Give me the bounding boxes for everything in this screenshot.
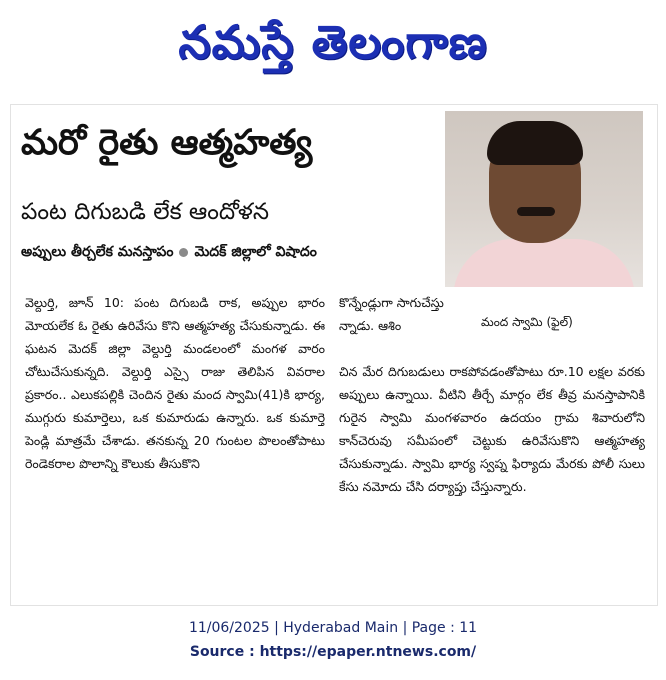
masthead-logo: నమస్తే తెలంగాణ bbox=[178, 15, 488, 69]
footer-edition-line: 11/06/2025 | Hyderabad Main | Page : 11 bbox=[188, 620, 478, 636]
kicker bbox=[21, 241, 446, 263]
portrait-photo bbox=[445, 111, 643, 287]
footer-source-line: Source : https://epaper.ntnews.com/ bbox=[189, 644, 477, 660]
photo-caption: మంద స్వామి (ఫైల్) bbox=[481, 315, 573, 329]
bullet-dot-icon bbox=[179, 248, 188, 257]
body-text-right: చిన మేర దిగుబడులు రాకపోవడంతోపాటు రూ.10 లక్షల వరకు అప్పులు ఉన్నాయి. వీటిని తీర్చే మార్గం లేక తీవ్ర మనస్తాపానికి గురైన స్వామి మంగళవారం ఉదయం గ్రామ శివారులోని కాన్‌చెరువు సమీపంలో చెట్టుకు ఉరివేసుకొని ఆత్మహత్య చేసుకున్నాడు. స్వామి భార్య స్వప్న ఫిర్యాదు మేరకు పోలీ సులు కేసు నమోదు చేసి దర్యాప్తు చేస్తున్నారు. bbox=[339, 364, 645, 494]
portrait-shirt bbox=[453, 239, 635, 287]
body-text-right-top: కొన్నేండ్లుగా సాగుచేస్తు న్నాడు. ఆశిం bbox=[339, 295, 444, 333]
subheadline: పంట దిగుబడి లేక ఆందోళన bbox=[21, 199, 270, 225]
masthead bbox=[0, 0, 666, 96]
article-body-right-top bbox=[339, 291, 469, 337]
news-clipping bbox=[10, 104, 658, 606]
portrait-moustache bbox=[517, 207, 555, 216]
body-text-left: వెల్దుర్తి, జూన్ 10: పంట దిగుబడి రాక, అప్పుల భారం మోయలేక ఓ రైతు ఉరివేసు కొని ఆత్మహత్య చేసుకున్నాడు. ఈ ఘటన మెదక్ జిల్లా వెల్దుర్తి మండలంలో మంగళ వారం చోటుచేసుకున్నది. వెల్దుర్తి ఎస్సై రాజు తెలిపిన వివరాల ప్రకారం.. ఎలుకపల్లికి చెందిన రైతు మంద స్వామి(41)కి భార్య, ముగ్గురు కుమార్తెలు, ఒక కుమారుడు ఉన్నారు. ఒక కుమార్తె పెండ్లి మాత్రమే చేశాడు. తనకున్న 20 గుంటల పొలంతోపాటు రెండెకరాల పొలాన్ని కౌలుకు తీసుకొని bbox=[25, 295, 325, 471]
article-body-left bbox=[25, 291, 325, 475]
footer bbox=[0, 616, 666, 664]
article-body-right bbox=[339, 360, 645, 498]
portrait-hair bbox=[487, 121, 583, 165]
kicker-left: అప్పులు తీర్చలేక మనస్తాపం bbox=[21, 244, 174, 260]
headline: మరో రైతు ఆత్మహత్య bbox=[21, 123, 313, 163]
kicker-right: మెదక్ జిల్లాలో విషాదం bbox=[194, 244, 317, 260]
